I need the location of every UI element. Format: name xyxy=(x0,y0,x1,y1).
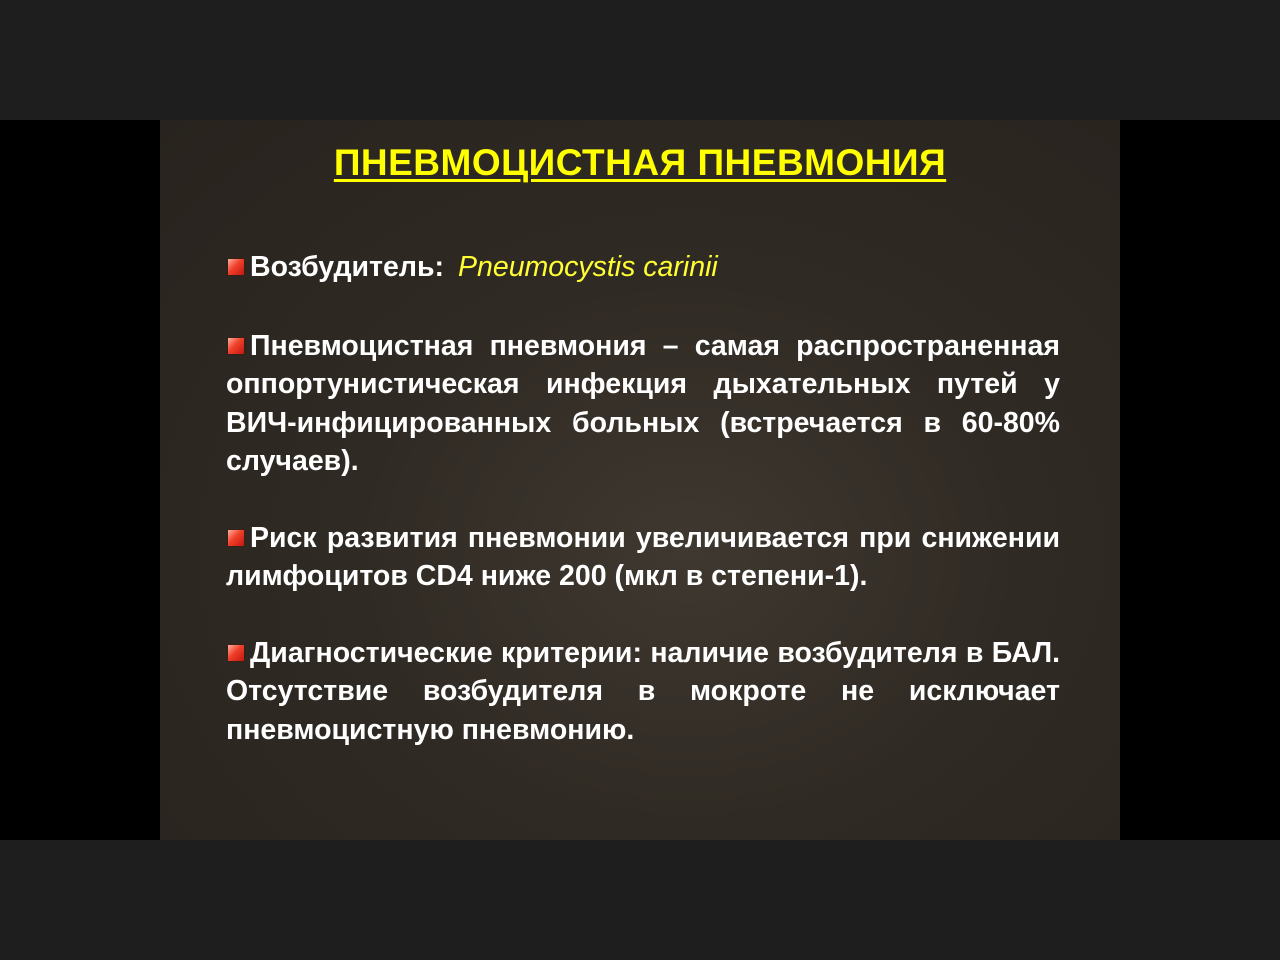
pathogen-name: Pneumocystis carinii xyxy=(457,251,718,283)
bullet-marker-icon xyxy=(228,338,244,354)
bullet-marker-icon xyxy=(228,645,244,661)
video-frame[interactable] xyxy=(0,120,1280,840)
bullet-prevalence xyxy=(226,327,1060,481)
bullet-pathogen xyxy=(226,248,1060,287)
slide-title: ПНЕВМОЦИСТНАЯ ПНЕВМОНИЯ xyxy=(333,142,947,183)
bullet-diagnostics xyxy=(226,634,1060,750)
bullet-marker-icon xyxy=(228,259,244,275)
bullet-risk xyxy=(226,519,1060,596)
pathogen-label: Возбудитель: xyxy=(250,251,444,283)
bullet-prevalence-text: Пневмоцистная пневмония – самая распространенная оппортунистическая инфекция дыхательных путей у ВИЧ-инфицированных больных (встречается в 60-80% случаев). xyxy=(226,329,1060,477)
presentation-slide xyxy=(160,120,1120,840)
bullet-diagnostics-text: Диагностические критерии: наличие возбудителя в БАЛ. Отсутствие возбудителя в мокроте не исключает пневмоцистную пневмонию. xyxy=(226,636,1060,746)
bullet-risk-text: Риск развития пневмонии увеличивается при снижении лимфоцитов CD4 ниже 200 (мкл в степени-1). xyxy=(226,521,1060,592)
bullet-marker-icon xyxy=(228,530,244,546)
bullet-list xyxy=(226,248,1060,749)
